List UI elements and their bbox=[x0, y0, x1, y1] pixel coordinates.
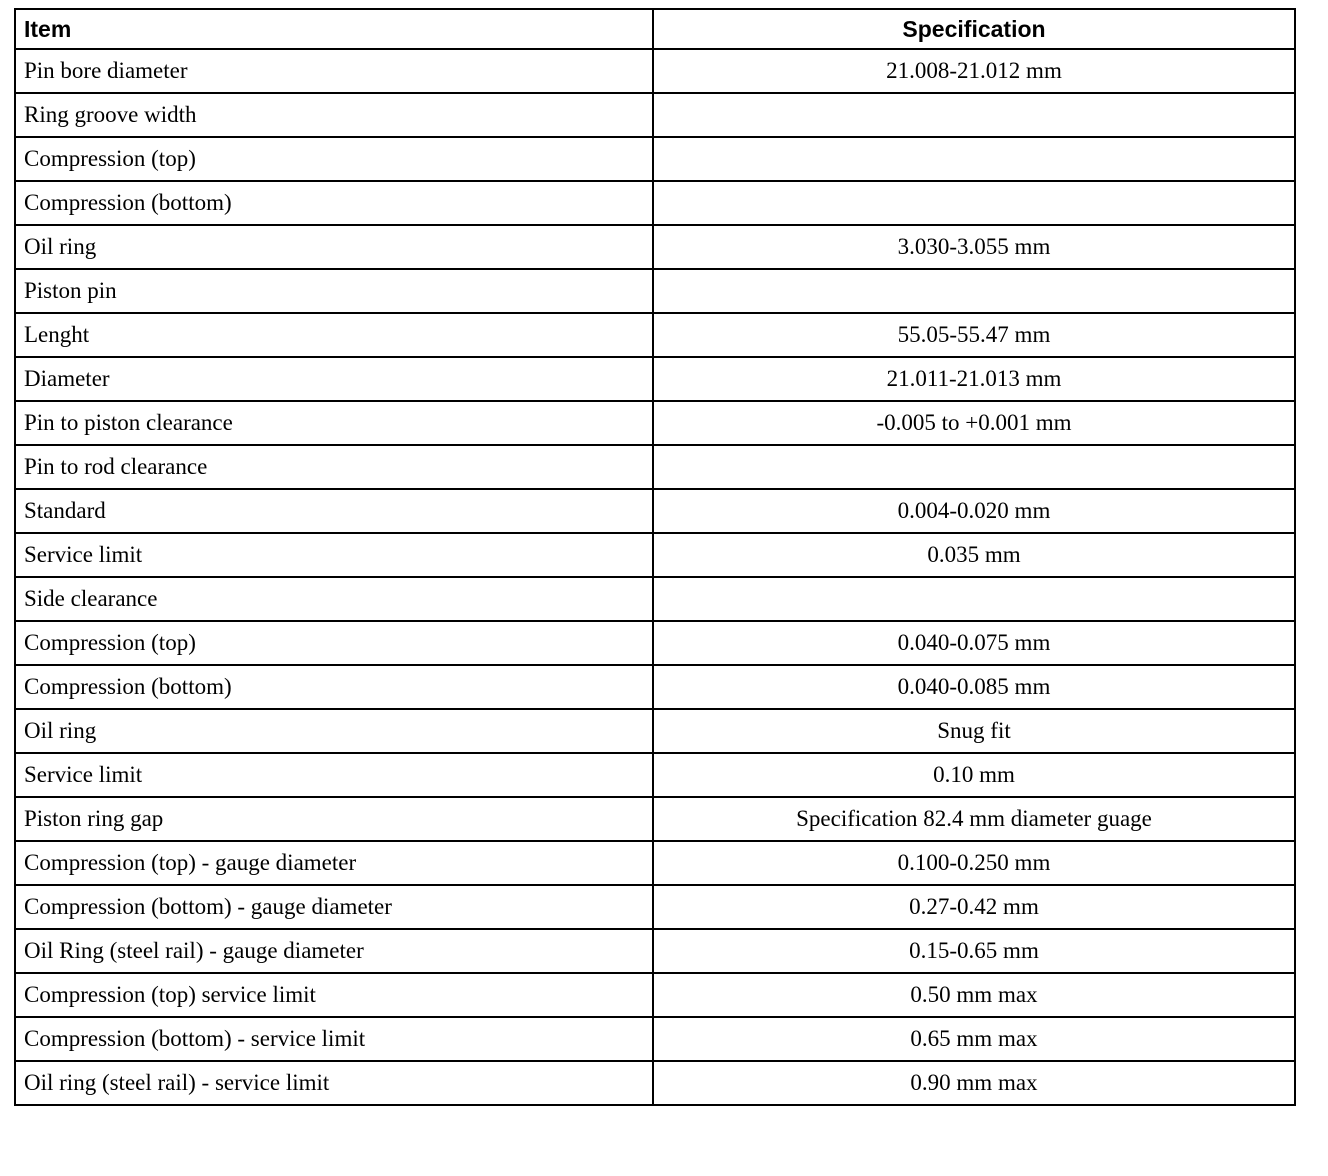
item-cell: Ring groove width bbox=[15, 93, 653, 137]
item-cell: Lenght bbox=[15, 313, 653, 357]
table-row bbox=[15, 665, 1295, 709]
specification-cell: 0.035 mm bbox=[653, 533, 1295, 577]
table-body bbox=[15, 49, 1295, 1105]
table-row bbox=[15, 357, 1295, 401]
table-row bbox=[15, 929, 1295, 973]
item-cell: Compression (top) - gauge diameter bbox=[15, 841, 653, 885]
item-cell: Oil ring bbox=[15, 225, 653, 269]
table-row bbox=[15, 137, 1295, 181]
table-row bbox=[15, 841, 1295, 885]
specification-cell: Specification 82.4 mm diameter guage bbox=[653, 797, 1295, 841]
table-row bbox=[15, 49, 1295, 93]
specification-cell bbox=[653, 181, 1295, 225]
specification-cell: 0.100-0.250 mm bbox=[653, 841, 1295, 885]
item-cell: Pin to rod clearance bbox=[15, 445, 653, 489]
table-row bbox=[15, 489, 1295, 533]
item-cell: Oil Ring (steel rail) - gauge diameter bbox=[15, 929, 653, 973]
item-cell: Compression (bottom) - gauge diameter bbox=[15, 885, 653, 929]
specification-cell: 0.040-0.075 mm bbox=[653, 621, 1295, 665]
specification-cell: 0.15-0.65 mm bbox=[653, 929, 1295, 973]
specification-cell: 0.50 mm max bbox=[653, 973, 1295, 1017]
specification-cell: -0.005 to +0.001 mm bbox=[653, 401, 1295, 445]
table-row bbox=[15, 797, 1295, 841]
table-row bbox=[15, 533, 1295, 577]
table-row bbox=[15, 577, 1295, 621]
item-cell: Pin bore diameter bbox=[15, 49, 653, 93]
specification-cell bbox=[653, 93, 1295, 137]
table-row bbox=[15, 1061, 1295, 1105]
specification-table bbox=[14, 8, 1296, 1106]
table-row bbox=[15, 93, 1295, 137]
table-row bbox=[15, 445, 1295, 489]
item-cell: Pin to piston clearance bbox=[15, 401, 653, 445]
specification-cell: 0.90 mm max bbox=[653, 1061, 1295, 1105]
item-cell: Piston pin bbox=[15, 269, 653, 313]
item-cell: Service limit bbox=[15, 533, 653, 577]
header-row bbox=[15, 9, 1295, 49]
table-row bbox=[15, 181, 1295, 225]
specification-cell bbox=[653, 445, 1295, 489]
specification-cell: 0.10 mm bbox=[653, 753, 1295, 797]
item-cell: Compression (bottom) - service limit bbox=[15, 1017, 653, 1061]
table-header bbox=[15, 9, 1295, 49]
table-row bbox=[15, 973, 1295, 1017]
item-cell: Compression (bottom) bbox=[15, 665, 653, 709]
table-row bbox=[15, 225, 1295, 269]
specification-cell: 0.004-0.020 mm bbox=[653, 489, 1295, 533]
item-cell: Piston ring gap bbox=[15, 797, 653, 841]
specification-cell: 21.008-21.012 mm bbox=[653, 49, 1295, 93]
table-row bbox=[15, 401, 1295, 445]
table-row bbox=[15, 753, 1295, 797]
specification-cell bbox=[653, 577, 1295, 621]
item-cell: Oil ring (steel rail) - service limit bbox=[15, 1061, 653, 1105]
specification-cell: 3.030-3.055 mm bbox=[653, 225, 1295, 269]
item-cell: Compression (top) service limit bbox=[15, 973, 653, 1017]
table-row bbox=[15, 313, 1295, 357]
table-row bbox=[15, 885, 1295, 929]
column-header-item: Item bbox=[15, 9, 653, 49]
table-row bbox=[15, 1017, 1295, 1061]
specification-cell bbox=[653, 269, 1295, 313]
specification-cell: Snug fit bbox=[653, 709, 1295, 753]
specification-cell: 0.040-0.085 mm bbox=[653, 665, 1295, 709]
column-header-specification: Specification bbox=[653, 9, 1295, 49]
item-cell: Side clearance bbox=[15, 577, 653, 621]
item-cell: Compression (bottom) bbox=[15, 181, 653, 225]
item-cell: Oil ring bbox=[15, 709, 653, 753]
table-row bbox=[15, 621, 1295, 665]
item-cell: Service limit bbox=[15, 753, 653, 797]
item-cell: Compression (top) bbox=[15, 621, 653, 665]
table-row bbox=[15, 269, 1295, 313]
table-row bbox=[15, 709, 1295, 753]
specification-cell: 0.65 mm max bbox=[653, 1017, 1295, 1061]
specification-cell: 55.05-55.47 mm bbox=[653, 313, 1295, 357]
specification-cell bbox=[653, 137, 1295, 181]
item-cell: Compression (top) bbox=[15, 137, 653, 181]
item-cell: Standard bbox=[15, 489, 653, 533]
specification-cell: 21.011-21.013 mm bbox=[653, 357, 1295, 401]
item-cell: Diameter bbox=[15, 357, 653, 401]
specification-cell: 0.27-0.42 mm bbox=[653, 885, 1295, 929]
